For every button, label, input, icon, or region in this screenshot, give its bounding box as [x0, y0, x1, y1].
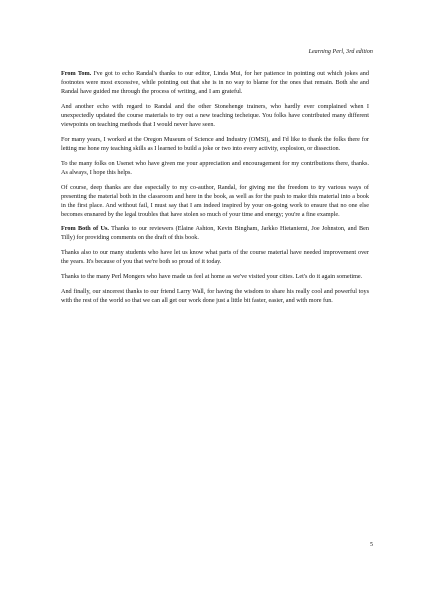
paragraph-text: To the many folks on Usenet who have given me your appreciation and encouragement for my contributions there, thanks. As always, I hope this helps.	[61, 159, 369, 176]
paragraph-usenet	[61, 159, 369, 177]
paragraph-text: And another echo with regard to Randal and the other Stonehenge trainers, who hardly ever complained when I unexpectedly updated the course materials to try out a new teaching techeique. You folks have contributed many different viewpoints on teaching methods that I would never have seen.	[61, 102, 369, 128]
paragraph-lead: From Tom.	[61, 70, 92, 77]
paragraph-text: Thanks to the many Perl Mongers who have made us feel at home as we've visited your cities. Let's do it again sometime.	[61, 273, 363, 281]
paragraph-larry-wall	[61, 287, 369, 305]
paragraph-stonehenge-trainers	[61, 102, 369, 129]
paragraph-from-both	[61, 224, 369, 242]
body-text	[61, 69, 369, 311]
paragraph-text: And finally, our sincerest thanks to our friend Larry Wall, for having the wisdom to share his really cool and powerful toys with the rest of the world so that we can all get our work done just a little bit faster, easier, and with more fun.	[61, 288, 369, 305]
paragraph-text: Thanks to our reviewers (Elaine Ashton, Kevin Bingham, Jarkko Hietaniemi, Joe Johnston, and Ben Tilly) for providing comments on the draft of this book.	[61, 225, 370, 242]
paragraph-from-tom	[61, 69, 369, 96]
paragraph-text: I've got to echo Randal's thanks to our editor, Linda Mui, for her patience in pointing out which jokes and footnotes were most excessive, while pointing out that she is in no way to blame for the ones that remain. Both she and Randal have guided me through the process of writing, and I am grateful.	[61, 70, 369, 95]
paragraph-omsi	[61, 135, 369, 153]
paragraph-text: Of course, deep thanks are due especially to my co-author, Randal, for giving me the freedom to try various ways of presenting the material both in the classroom and here in the book, as well as for the push to make this material into a book in the first place. And without fail, I must say that I am indeed inspired by your on-going work to ensure that no one else becomes ensnared by the legal troubles that have stolen so much of your time and energy; you're a fine example.	[61, 183, 369, 218]
paragraph-lead: From Both of Us.	[61, 225, 109, 233]
paragraph-text: Thanks also to our many students who have let us know what parts of the course material have needed improvement over the years. It's because of you that we're both so proud of it today.	[61, 249, 369, 266]
running-header: Learning Perl, 3rd edition	[308, 49, 373, 55]
page-number: 5	[370, 542, 373, 548]
paragraph-students	[61, 248, 369, 266]
paragraph-co-author	[61, 183, 369, 219]
paragraph-text: For many years, I worked at the Oregon Museum of Science and Industry (OMSI), and I'd like to thank the folks there for letting me hone my teaching skills as I learned to build a joke or two into every activity, explosion, or dissection.	[61, 135, 369, 152]
paragraph-perl-mongers	[61, 272, 369, 281]
